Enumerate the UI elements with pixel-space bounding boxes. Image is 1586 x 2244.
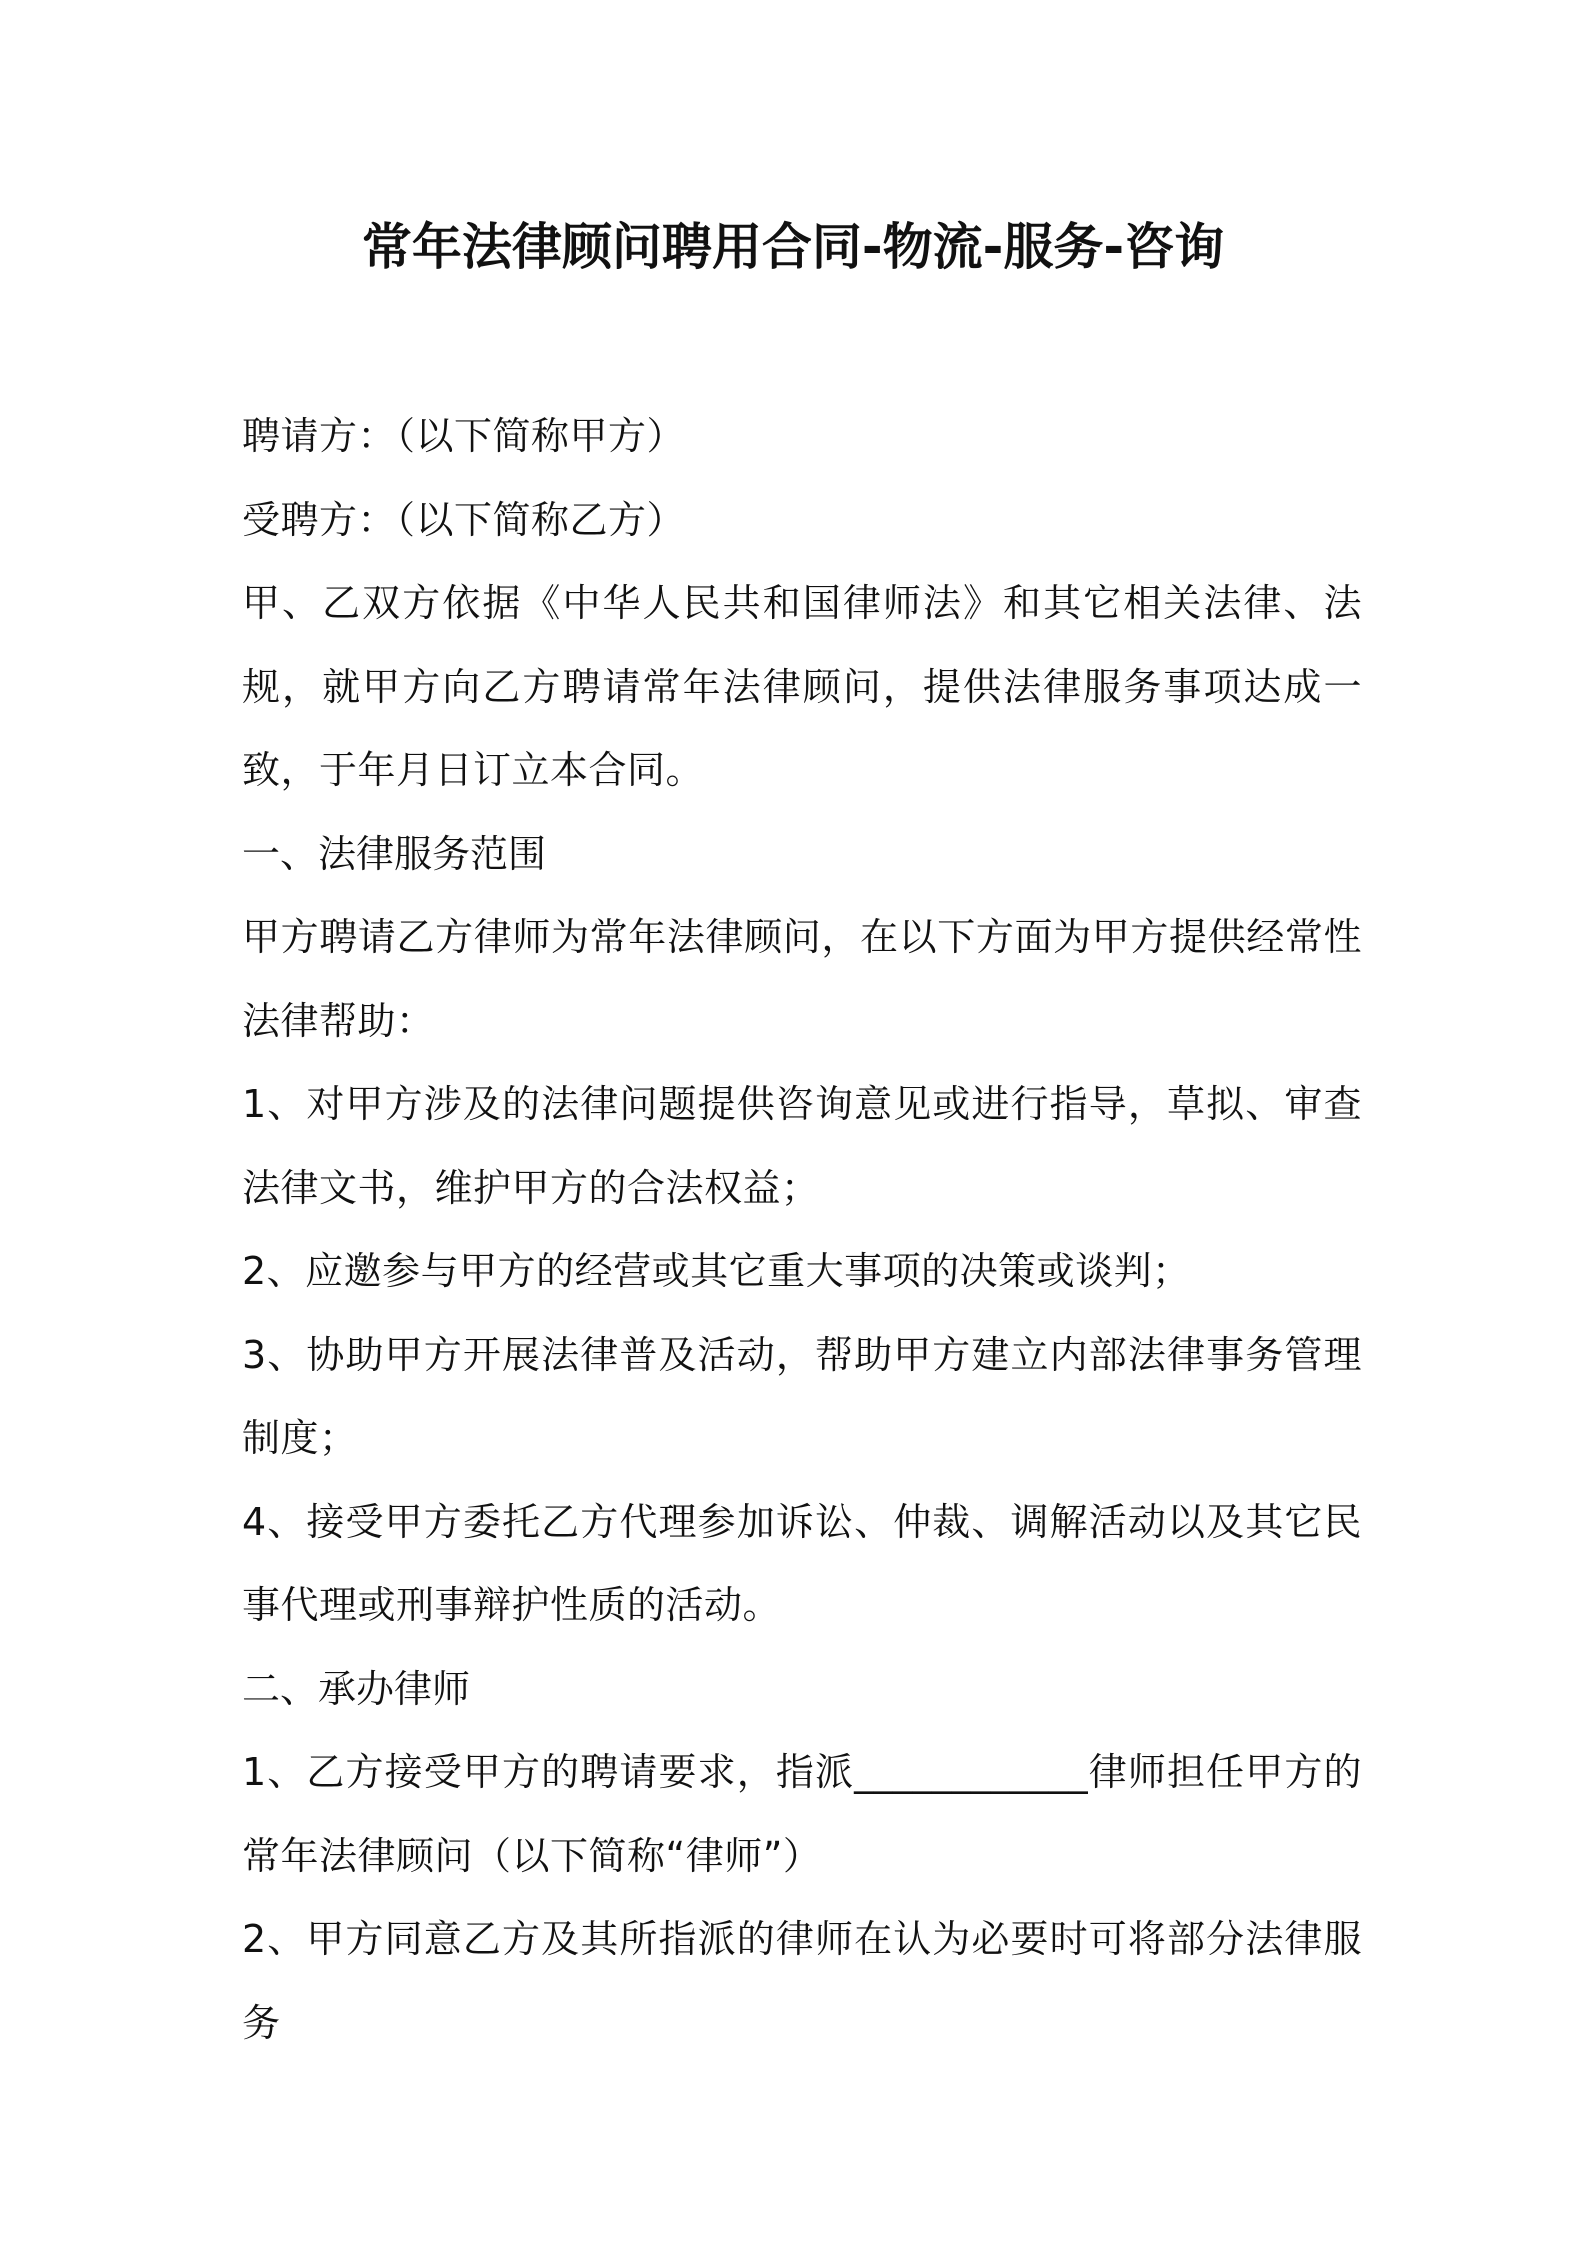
scope-item-3: 3、协助甲方开展法律普及活动，帮助甲方建立内部法律事务管理制度； [242,1332,1362,1460]
document-body [242,395,1362,2065]
lawyer-item-1: 1、乙方接受甲方的聘请要求，指派____________律师担任甲方的常年法律顾问（以下简称“律师”） [242,1750,1362,1878]
section-heading-scope: 一、法律服务范围 [242,831,547,876]
scope-intro-paragraph: 甲方聘请乙方律师为常年法律顾问，在以下方面为甲方提供经常性法律帮助： [242,915,1362,1043]
scope-item-4: 4、接受甲方委托乙方代理参加诉讼、仲裁、调解活动以及其它民事代理或刑事辩护性质的活动。 [242,1499,1362,1627]
party-a-line: 聘请方：（以下简称甲方） [242,414,686,458]
preamble-paragraph: 甲、乙双方依据《中华人民共和国律师法》和其它相关法律、法规，就甲方向乙方聘请常年法律顾问，提供法律服务事项达成一致，于年月日订立本合同。 [242,581,1362,792]
section-heading-lawyer: 二、承办律师 [242,1666,471,1711]
scope-item-2: 2、应邀参与甲方的经营或其它重大事项的决策或谈判； [242,1249,1191,1293]
lawyer-item-2: 2、甲方同意乙方及其所指派的律师在认为必要时可将部分法律服务 [242,1917,1362,2045]
document-title: 常年法律顾问聘用合同-物流-服务-咨询 [361,218,1225,276]
scope-item-1: 1、对甲方涉及的法律问题提供咨询意见或进行指导，草拟、审查法律文书，维护甲方的合法权益； [242,1082,1362,1210]
party-b-line: 受聘方：（以下简称乙方） [242,497,686,542]
